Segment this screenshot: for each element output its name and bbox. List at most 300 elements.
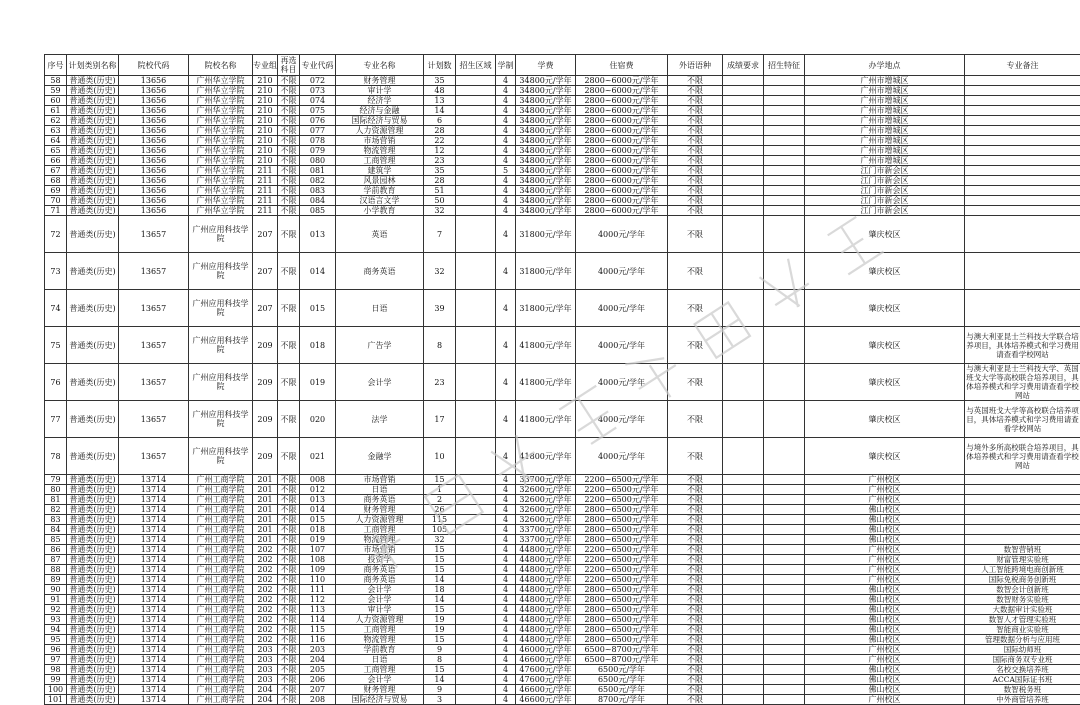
table-cell <box>456 525 496 535</box>
table-cell: 投资学 <box>336 555 424 565</box>
table-cell: 管理数据分析与应用班 <box>965 635 1080 645</box>
table-cell: 4 <box>496 76 516 86</box>
table-row <box>45 290 1080 327</box>
table-cell: 078 <box>300 136 336 146</box>
table-cell <box>965 126 1080 136</box>
table-cell: 不限 <box>668 106 723 116</box>
table-cell: 44800元/学年 <box>516 615 576 625</box>
table-cell <box>764 545 805 555</box>
table-row <box>45 595 1080 605</box>
table-cell: 广州工商学院 <box>189 485 253 495</box>
table-cell: 101 <box>45 695 67 705</box>
table-cell: 不限 <box>278 86 300 96</box>
table-cell <box>965 96 1080 106</box>
table-cell: 201 <box>253 495 278 505</box>
table-cell: 广州工商学院 <box>189 625 253 635</box>
table-cell: 广州工商学院 <box>189 695 253 705</box>
table-cell <box>965 196 1080 206</box>
table-cell: 018 <box>300 525 336 535</box>
table-cell <box>723 146 764 156</box>
table-cell: 不限 <box>278 605 300 615</box>
column-header: 专业代码 <box>300 55 336 76</box>
table-cell: 广州工商学院 <box>189 525 253 535</box>
table-cell: 59 <box>45 86 67 96</box>
table-cell: 普通类(历史) <box>67 475 119 485</box>
table-cell: 90 <box>45 585 67 595</box>
table-cell: 13714 <box>119 635 189 645</box>
table-cell: 人力资源管理 <box>336 126 424 136</box>
table-cell <box>456 364 496 401</box>
table-cell: 210 <box>253 106 278 116</box>
table-cell: 普通类(历史) <box>67 535 119 545</box>
table-cell: 不限 <box>668 685 723 695</box>
table-cell: 13657 <box>119 401 189 438</box>
column-header: 专业名称 <box>336 55 424 76</box>
table-cell: 34800元/学年 <box>516 76 576 86</box>
table-cell: 广州华立学院 <box>189 206 253 216</box>
column-header: 成绩要求 <box>723 55 764 76</box>
table-cell: 不限 <box>278 615 300 625</box>
table-cell: 021 <box>300 438 336 475</box>
table-cell: 8700元/学年 <box>576 695 668 705</box>
table-cell: 国际幼师班 <box>965 645 1080 655</box>
table-cell: 广州市增城区 <box>805 106 965 116</box>
table-cell: 审计学 <box>336 605 424 615</box>
table-cell: 不限 <box>668 565 723 575</box>
table-cell: 4 <box>496 535 516 545</box>
table-cell: 不限 <box>668 695 723 705</box>
table-cell: 87 <box>45 555 67 565</box>
table-cell <box>764 76 805 86</box>
table-cell: 商务英语 <box>336 253 424 290</box>
table-cell <box>764 176 805 186</box>
table-cell: 62 <box>45 116 67 126</box>
table-cell: 2800~6000元/学年 <box>576 126 668 136</box>
table-cell: 13714 <box>119 575 189 585</box>
table-cell: 不限 <box>668 327 723 364</box>
table-cell <box>723 515 764 525</box>
table-cell: 60 <box>45 96 67 106</box>
table-cell: 46600元/学年 <box>516 685 576 695</box>
table-cell: 不限 <box>278 196 300 206</box>
table-cell: 法学 <box>336 401 424 438</box>
table-cell: 4 <box>496 555 516 565</box>
table-cell: 广州工商学院 <box>189 595 253 605</box>
table-cell: 13656 <box>119 96 189 106</box>
table-cell: 广州校区 <box>805 565 965 575</box>
table-cell: 肇庆校区 <box>805 253 965 290</box>
table-cell: 4 <box>496 86 516 96</box>
table-cell: 46600元/学年 <box>516 655 576 665</box>
table-cell: 广州华立学院 <box>189 136 253 146</box>
table-cell <box>456 96 496 106</box>
table-cell: 肇庆校区 <box>805 364 965 401</box>
table-cell: 普通类(历史) <box>67 525 119 535</box>
table-cell <box>764 575 805 585</box>
table-cell: 110 <box>300 575 336 585</box>
table-cell <box>723 495 764 505</box>
table-cell <box>965 485 1080 495</box>
table-cell: 广州华立学院 <box>189 96 253 106</box>
table-cell: 广州应用科技学院 <box>189 401 253 438</box>
table-cell: 210 <box>253 136 278 146</box>
table-cell <box>456 625 496 635</box>
table-cell: 44800元/学年 <box>516 605 576 615</box>
table-cell <box>723 86 764 96</box>
table-cell: 34800元/学年 <box>516 96 576 106</box>
table-cell: 100 <box>45 685 67 695</box>
table-cell: 084 <box>300 196 336 206</box>
table-cell: 211 <box>253 196 278 206</box>
column-header: 专业组 <box>253 55 278 76</box>
table-cell <box>965 76 1080 86</box>
table-cell: 28 <box>424 126 456 136</box>
table-cell: 201 <box>253 535 278 545</box>
table-cell: 15 <box>424 475 456 485</box>
table-cell: 4 <box>496 575 516 585</box>
table-cell: 4 <box>496 565 516 575</box>
table-cell: 13656 <box>119 76 189 86</box>
table-cell <box>965 136 1080 146</box>
table-cell: 13714 <box>119 545 189 555</box>
table-cell: 13714 <box>119 505 189 515</box>
table-cell: 广州华立学院 <box>189 76 253 86</box>
table-cell: 44800元/学年 <box>516 565 576 575</box>
table-row <box>45 695 1080 705</box>
table-cell: 116 <box>300 635 336 645</box>
table-cell <box>456 695 496 705</box>
table-cell: 不限 <box>278 116 300 126</box>
table-cell: 23 <box>424 156 456 166</box>
table-cell: 与英国班戈大学等高校联合培养项目，具体培养模式和学习费用请查看学校网站 <box>965 401 1080 438</box>
table-cell: 不限 <box>278 675 300 685</box>
table-cell: 经济学 <box>336 96 424 106</box>
table-cell: 13714 <box>119 475 189 485</box>
table-cell: 34800元/学年 <box>516 146 576 156</box>
table-cell: 普通类(历史) <box>67 665 119 675</box>
table-cell: 4 <box>496 186 516 196</box>
table-cell: 209 <box>253 401 278 438</box>
table-cell <box>456 106 496 116</box>
table-cell: 31800元/学年 <box>516 216 576 253</box>
table-cell <box>965 505 1080 515</box>
table-cell: 广州工商学院 <box>189 505 253 515</box>
table-cell: 210 <box>253 116 278 126</box>
table-cell: 6500~8700元/学年 <box>576 645 668 655</box>
table-row <box>45 525 1080 535</box>
table-cell <box>723 364 764 401</box>
table-row <box>45 96 1080 106</box>
table-cell: 2200~6500元/学年 <box>576 555 668 565</box>
table-cell: 普通类(历史) <box>67 364 119 401</box>
table-cell: 9 <box>424 645 456 655</box>
table-cell <box>965 525 1080 535</box>
table-cell <box>965 166 1080 176</box>
table-cell: 普通类(历史) <box>67 136 119 146</box>
table-cell: 佛山校区 <box>805 625 965 635</box>
table-cell: 与澳大利亚昆士兰科技大学联合培养项目，具体培养模式和学习费用请查看学校网站 <box>965 327 1080 364</box>
table-cell: 13714 <box>119 665 189 675</box>
table-cell: 31800元/学年 <box>516 253 576 290</box>
table-cell: 广州应用科技学院 <box>189 438 253 475</box>
table-cell: 13714 <box>119 675 189 685</box>
table-cell <box>764 96 805 106</box>
table-cell: 商务英语 <box>336 495 424 505</box>
table-cell <box>764 605 805 615</box>
table-cell: 大数据审计实验班 <box>965 605 1080 615</box>
table-cell: 13656 <box>119 186 189 196</box>
table-cell: 普通类(历史) <box>67 253 119 290</box>
table-cell: 203 <box>253 645 278 655</box>
table-cell: 佛山校区 <box>805 685 965 695</box>
table-cell: 33700元/学年 <box>516 535 576 545</box>
table-cell: 普通类(历史) <box>67 206 119 216</box>
table-cell: 210 <box>253 156 278 166</box>
table-cell <box>456 615 496 625</box>
table-cell: 96 <box>45 645 67 655</box>
table-cell <box>965 216 1080 253</box>
table-cell: 不限 <box>278 166 300 176</box>
table-cell: 不限 <box>278 126 300 136</box>
column-header: 计划类别名称 <box>67 55 119 76</box>
table-cell: 会计学 <box>336 675 424 685</box>
table-cell: 13714 <box>119 655 189 665</box>
table-cell: 4 <box>496 645 516 655</box>
table-cell: 48 <box>424 86 456 96</box>
table-cell: 13714 <box>119 555 189 565</box>
table-cell: 211 <box>253 206 278 216</box>
table-cell: 4 <box>496 216 516 253</box>
table-cell <box>456 86 496 96</box>
table-cell: 不限 <box>278 216 300 253</box>
table-cell <box>764 685 805 695</box>
table-row <box>45 166 1080 176</box>
table-cell: 206 <box>300 675 336 685</box>
table-cell: 国际经济与贸易 <box>336 695 424 705</box>
table-cell: 会计学 <box>336 364 424 401</box>
table-cell: 46600元/学年 <box>516 695 576 705</box>
table-cell: 广州工商学院 <box>189 545 253 555</box>
table-cell: 不限 <box>278 290 300 327</box>
table-cell: 佛山校区 <box>805 585 965 595</box>
table-cell: 广州应用科技学院 <box>189 253 253 290</box>
table-cell: 广州市增城区 <box>805 156 965 166</box>
table-cell: 013 <box>300 495 336 505</box>
table-cell <box>723 116 764 126</box>
table-cell: 广州工商学院 <box>189 535 253 545</box>
table-cell: 人力资源管理 <box>336 615 424 625</box>
table-cell: 015 <box>300 290 336 327</box>
table-cell: 4 <box>496 635 516 645</box>
table-cell: 不限 <box>278 595 300 605</box>
table-cell: 51 <box>424 186 456 196</box>
table-cell: 广州市增城区 <box>805 116 965 126</box>
table-cell: 佛山校区 <box>805 675 965 685</box>
table-cell <box>764 86 805 96</box>
table-cell: 不限 <box>278 695 300 705</box>
table-cell: 115 <box>424 515 456 525</box>
table-cell: 2800~6000元/学年 <box>576 166 668 176</box>
table-cell <box>764 615 805 625</box>
table-cell: 肇庆校区 <box>805 290 965 327</box>
table-cell: 2800~6000元/学年 <box>576 136 668 146</box>
table-cell: 国际经济与贸易 <box>336 116 424 126</box>
table-row <box>45 495 1080 505</box>
table-cell: 不限 <box>278 645 300 655</box>
table-cell: 不限 <box>668 475 723 485</box>
table-cell: 13714 <box>119 605 189 615</box>
table-cell: 2200~6500元/学年 <box>576 575 668 585</box>
table-cell: 普通类(历史) <box>67 401 119 438</box>
table-cell: 080 <box>300 156 336 166</box>
table-cell: 076 <box>300 116 336 126</box>
table-cell: 与澳大利亚昆士兰科技大学、英国班戈大学等高校联合培养项目，具体培养模式和学习费用请查看学校网站 <box>965 364 1080 401</box>
table-cell: 不限 <box>278 485 300 495</box>
table-cell: 广州华立学院 <box>189 86 253 96</box>
table-cell: 80 <box>45 485 67 495</box>
table-cell <box>456 76 496 86</box>
table-cell <box>723 565 764 575</box>
table-cell <box>456 196 496 206</box>
table-cell: 建筑学 <box>336 166 424 176</box>
table-row <box>45 615 1080 625</box>
table-cell: 2800~6000元/学年 <box>576 106 668 116</box>
table-cell: 207 <box>253 290 278 327</box>
table-row <box>45 196 1080 206</box>
table-cell: 209 <box>253 327 278 364</box>
table-cell: 76 <box>45 364 67 401</box>
table-cell: 082 <box>300 176 336 186</box>
table-cell: 105 <box>424 525 456 535</box>
table-cell: 202 <box>253 625 278 635</box>
table-cell: 74 <box>45 290 67 327</box>
table-cell <box>723 525 764 535</box>
table-cell: 46000元/学年 <box>516 645 576 655</box>
table-cell: 广州工商学院 <box>189 575 253 585</box>
table-cell: 44800元/学年 <box>516 555 576 565</box>
table-cell <box>764 290 805 327</box>
table-cell: 97 <box>45 655 67 665</box>
table-cell: 203 <box>253 665 278 675</box>
table-cell: 13714 <box>119 595 189 605</box>
table-row <box>45 156 1080 166</box>
table-cell: 普通类(历史) <box>67 86 119 96</box>
table-cell: 204 <box>300 655 336 665</box>
table-cell: 35 <box>424 76 456 86</box>
table-cell: 34800元/学年 <box>516 86 576 96</box>
table-row <box>45 106 1080 116</box>
table-cell: 2800~6500元/学年 <box>576 505 668 515</box>
table-cell <box>764 655 805 665</box>
table-cell: 4 <box>496 146 516 156</box>
table-cell <box>723 438 764 475</box>
table-cell: 13656 <box>119 116 189 126</box>
table-cell: 113 <box>300 605 336 615</box>
table-cell: 32 <box>424 206 456 216</box>
table-cell <box>723 685 764 695</box>
table-cell: 不限 <box>668 401 723 438</box>
table-cell: 广州华立学院 <box>189 166 253 176</box>
table-cell: 不限 <box>278 525 300 535</box>
table-cell <box>764 535 805 545</box>
table-cell: 41800元/学年 <box>516 327 576 364</box>
table-cell: 物流管理 <box>336 146 424 156</box>
table-cell: 不限 <box>668 86 723 96</box>
table-cell: 012 <box>300 485 336 495</box>
table-cell: 物流管理 <box>336 535 424 545</box>
table-cell: 不限 <box>278 96 300 106</box>
table-cell <box>764 565 805 575</box>
table-cell: 数智营销班 <box>965 545 1080 555</box>
table-cell <box>723 216 764 253</box>
table-cell: 2800~6000元/学年 <box>576 196 668 206</box>
table-cell: 广告学 <box>336 327 424 364</box>
table-cell <box>764 156 805 166</box>
table-cell: 108 <box>300 555 336 565</box>
table-cell: 不限 <box>278 515 300 525</box>
table-cell: 13656 <box>119 86 189 96</box>
table-cell <box>764 253 805 290</box>
table-cell: 32600元/学年 <box>516 505 576 515</box>
table-cell <box>764 216 805 253</box>
table-cell: 4 <box>496 327 516 364</box>
table-cell <box>764 106 805 116</box>
table-cell <box>764 401 805 438</box>
table-cell: 2800~6000元/学年 <box>576 176 668 186</box>
table-cell: 15 <box>424 545 456 555</box>
table-cell: 广州校区 <box>805 495 965 505</box>
table-cell: 不限 <box>278 535 300 545</box>
table-cell: 普通类(历史) <box>67 575 119 585</box>
table-cell: 普通类(历史) <box>67 685 119 695</box>
table-cell: 不限 <box>668 605 723 615</box>
table-cell: 207 <box>253 253 278 290</box>
table-cell <box>723 535 764 545</box>
table-cell: 不限 <box>668 196 723 206</box>
table-cell: 不限 <box>668 535 723 545</box>
table-cell: 44800元/学年 <box>516 545 576 555</box>
table-cell: 6500~8700元/学年 <box>576 655 668 665</box>
table-cell: 不限 <box>668 186 723 196</box>
table-cell: 审计学 <box>336 86 424 96</box>
table-cell: 202 <box>253 595 278 605</box>
table-cell: 2800~6500元/学年 <box>576 625 668 635</box>
table-cell: 普通类(历史) <box>67 695 119 705</box>
table-row <box>45 685 1080 695</box>
table-cell: 210 <box>253 76 278 86</box>
table-cell <box>965 206 1080 216</box>
table-cell: 广州华立学院 <box>189 156 253 166</box>
table-cell: 不限 <box>278 401 300 438</box>
table-row <box>45 206 1080 216</box>
table-cell: 不限 <box>668 575 723 585</box>
table-cell: 佛山校区 <box>805 605 965 615</box>
table-cell: 32 <box>424 535 456 545</box>
table-cell: 22 <box>424 136 456 146</box>
table-cell: 不限 <box>668 505 723 515</box>
table-cell: 普通类(历史) <box>67 505 119 515</box>
table-cell: 14 <box>424 595 456 605</box>
table-cell: 6 <box>424 116 456 126</box>
table-cell: 210 <box>253 146 278 156</box>
table-cell: 不限 <box>278 655 300 665</box>
table-cell: 不限 <box>278 76 300 86</box>
table-cell: 不限 <box>278 156 300 166</box>
table-cell: 075 <box>300 106 336 116</box>
table-cell: 广州工商学院 <box>189 655 253 665</box>
table-cell <box>456 116 496 126</box>
table-cell: 物流管理 <box>336 635 424 645</box>
